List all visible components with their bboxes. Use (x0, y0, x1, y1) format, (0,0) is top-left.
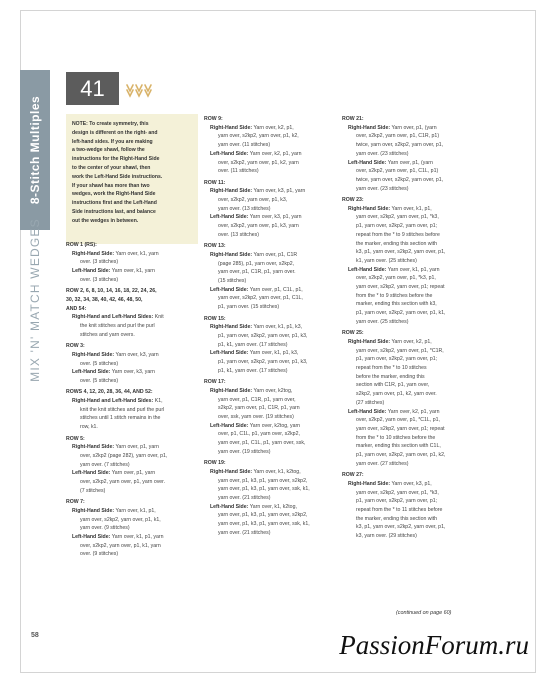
instruction-line: yarn over, s2kp2, yarn over, p1, k1, (80, 516, 161, 523)
side-heading: Left-Hand Side: (72, 533, 111, 540)
note-line: wedges, work the Right-Hand Side (72, 191, 156, 198)
instruction-line: over, s2kp2, yarn over, p1, k2, yarn (218, 159, 299, 166)
instruction-text: Yarn over, k2, p1, yarn (387, 408, 440, 415)
instruction-text: K1, (154, 398, 163, 405)
instruction-text: Knit (154, 314, 164, 321)
instruction-line: over, s2kp2, yarn over, p1, *k3, p1, (356, 275, 436, 282)
instruction-line: (page 285), p1, yarn over, s2kp2, (218, 260, 295, 267)
instruction-line: yarn over, s2kp2, yarn over, p1, *k3, (356, 489, 439, 496)
side-heading: Right-Hand Side: (210, 251, 253, 258)
side-heading: Left-Hand Side: (210, 286, 249, 293)
side-heading: Left-Hand Side: (210, 503, 249, 510)
instruction-line: yarn over, p1, C1L, p1, yarn over, ssk, (218, 440, 306, 447)
row-label: ROW 1 (RS): (66, 242, 97, 248)
instruction-line: the knit stitches and purl the purl (80, 323, 155, 330)
instruction-line (204, 251, 342, 260)
instruction-line: p1, yarn over. (15 stitches) (218, 304, 280, 311)
instruction-line: yarn over. (27 stitches) (356, 460, 409, 467)
side-heading: Right-Hand Side: (348, 205, 391, 212)
instruction-line: yarn over. (25 stitches) (356, 318, 409, 325)
instruction-line: p1, yarn over, s2kp2, yarn over, p1, k2, (356, 452, 446, 459)
instruction-text: Yarn over, k1, p1, k3, (249, 350, 299, 357)
instruction-text: Yarn over, k1, yarn (115, 250, 159, 257)
side-heading: Right-Hand Side: (348, 480, 391, 487)
instruction-line: over. (13 stitches) (218, 231, 259, 238)
instruction-text: Yarn over, k3, p1, yarn (253, 188, 306, 195)
instruction-line: over, s2kp2, yarn over, p1, C1L, p1) (356, 168, 439, 175)
instruction-text: Yarn over, k2, p1, (253, 124, 294, 131)
note-line: NOTE: To create symmetry, this (72, 121, 149, 127)
instruction-line: marker, ending this section with k3, (356, 301, 437, 308)
instruction-text: Yarn over, p1, C1L, p1, (249, 286, 303, 293)
instruction-line: yarn over, p1, k3, p1, yarn over, s2kp2, (218, 512, 308, 519)
instruction-line: (15 stitches) (218, 278, 247, 285)
side-heading: Right-Hand Side: (210, 387, 253, 394)
instruction-line: twice, yarn over, s2kp2, yarn over, p1, (356, 142, 444, 149)
instruction-line (66, 250, 204, 259)
column-2 (204, 115, 342, 537)
row-label: ROW 17: (204, 379, 226, 386)
row-label: ROW 13: (204, 243, 226, 250)
side-heading: Right-Hand and Left-Hand Sides: (72, 398, 154, 405)
note-line: a two-wedge shawl, follow the (72, 147, 145, 154)
instruction-line: yarn over, s2kp2, yarn over, p1; repeat (356, 284, 445, 291)
side-heading: Right-Hand and Left-Hand Sides: (72, 314, 154, 321)
instruction-line: repeat from the * to 9 stitches before (356, 231, 440, 238)
instruction-line: p1, yarn over, s2kp2, yarn over, p1; (356, 223, 438, 230)
row-label: 30, 32, 34, 38, 40, 42, 46, 48, 50, (66, 296, 143, 303)
instruction-line (204, 503, 342, 512)
instruction-line (66, 443, 204, 452)
instruction-line: stitches and yarn overs. (80, 331, 135, 338)
row-label: ROWS 4, 12, 20, 28, 36, 44, AND 52: (66, 389, 153, 396)
instruction-line (342, 205, 480, 214)
instruction-text: Yarn over, k2tog, (253, 387, 293, 394)
side-heading: Left-Hand Side: (210, 150, 249, 157)
instruction-line: over, s2kp2, yarn over, p1, k1, yarn (80, 542, 161, 549)
instruction-line (342, 124, 480, 133)
instruction-line (342, 159, 480, 168)
instruction-line: over. (3 stitches) (80, 276, 119, 283)
instruction-line: p1, yarn over, s2kp2, yarn over, p1, k1, (356, 310, 446, 317)
instruction-line: knit the knit stitches and purl the purl (80, 406, 165, 413)
instruction-line: k3, p1, yarn over, s2kp2, yarn over, p1, (356, 524, 446, 531)
instruction-line: s2kp2, yarn over, p1, k2, yarn over. (356, 391, 437, 398)
side-heading: Left-Hand Side: (72, 369, 111, 376)
instruction-line: k3, yarn over. (29 stitches) (356, 533, 417, 540)
instruction-line: (7 stitches) (80, 487, 106, 494)
instruction-line: p1, k1, yarn over. (17 stitches) (218, 341, 288, 348)
instruction-line (204, 349, 342, 358)
instruction-line: yarn over. (23 stitches) (356, 150, 409, 157)
instruction-line (66, 368, 204, 377)
row-label: ROW 3: (66, 343, 85, 350)
instruction-line: repeat from the * to 11 stitches before (356, 507, 443, 513)
instruction-line: yarn over. (19 stitches) (218, 448, 271, 455)
note-line: design is different on the right- and (72, 129, 158, 136)
instruction-text: Yarn over, k1, p1, (391, 205, 432, 212)
side-heading: Right-Hand Side: (348, 338, 391, 345)
instruction-line: over. (3 stitches) (80, 259, 119, 266)
instruction-line: p1, k1, yarn over. (17 stitches) (218, 367, 288, 374)
instruction-text: Yarn over, k1, p1, yarn (387, 266, 440, 273)
instruction-line: yarn over. (21 stitches) (218, 494, 271, 501)
side-heading: Left-Hand Side: (348, 266, 387, 273)
instruction-line: twice, yarn over, s2kp2, yarn over, p1, (356, 176, 444, 183)
row-label: AND 54: (66, 305, 87, 312)
instruction-text: Yarn over, k3, p1, (391, 480, 432, 487)
row-label: ROW 27: (342, 472, 364, 479)
instruction-text: Yarn over, p1, (yarn (391, 124, 437, 131)
instruction-text: Yarn over, k1, k2tog, (249, 503, 297, 510)
instruction-text: Yarn over, k1, p1, (115, 507, 156, 514)
side-heading: Right-Hand Side: (72, 507, 115, 514)
page-number: 58 (31, 632, 39, 639)
instruction-text: Yarn over, k1, p1, k3, (253, 324, 303, 331)
instruction-text: Yarn over, k3, yarn (115, 351, 159, 358)
side-heading: Left-Hand Side: (210, 350, 249, 357)
instruction-line (66, 351, 204, 360)
pattern-number: 41 (66, 72, 119, 105)
instruction-line: yarn over. (11 stitches) (218, 142, 271, 149)
note-line: instructions first and the Left-Hand (72, 200, 157, 207)
instruction-line: over, s2kp2, yarn over, p1, *C1L, p1, (356, 417, 440, 424)
instruction-line: over. (11 stitches) (218, 168, 259, 175)
instruction-line (204, 150, 342, 159)
row-label: ROW 7: (66, 499, 85, 506)
instruction-text: Yarn over, k2, p1, (391, 338, 432, 345)
instruction-line (342, 408, 480, 417)
instruction-line: from the * to 10 stitches before the (356, 434, 436, 441)
row-label: ROW 25: (342, 330, 364, 337)
instruction-line (204, 286, 342, 295)
row-label: ROW 19: (204, 460, 226, 467)
instruction-line: s2kp2, yarn over, p1, C1R, p1, yarn (218, 405, 300, 412)
instruction-line (204, 468, 342, 477)
section-tab-label: 8-Stitch Multiples (28, 95, 42, 205)
instruction-line: section with C1R, p1, yarn over, (356, 382, 430, 389)
instruction-text: Yarn over, k1, yarn (111, 268, 155, 275)
instruction-line: yarn over, s2kp2, yarn over, p1, *C1R, (356, 347, 444, 354)
instruction-line: the marker, ending this section with (356, 515, 438, 522)
instruction-line (66, 469, 204, 478)
instruction-line: p1, yarn over, s2kp2, yarn over, p1, k3, (218, 359, 308, 366)
side-heading: Left-Hand Side: (348, 408, 387, 415)
instruction-line: yarn over, s2kp2, yarn over, p1, *k3, (356, 214, 439, 221)
instruction-line: yarn over, s2kp2, yarn over, p1; repeat (356, 425, 445, 432)
side-heading: Right-Hand Side: (210, 124, 253, 131)
instruction-line (204, 124, 342, 133)
instruction-line: yarn over, s2kp2, yarn over, p1, C1L, (218, 295, 303, 302)
instruction-text: Yarn over, k3, p1, yarn (249, 214, 302, 221)
instruction-line: over, ssk, yarn over. (19 stitches) (218, 413, 294, 420)
instruction-line: over, s2kp2, yarn over, p1, C1R, p1) (356, 133, 440, 140)
note-line: work the Left-Hand Side instructions. (72, 173, 163, 180)
instruction-line: yarn over, s2kp2, yarn over, p1, k2, (218, 133, 299, 140)
instruction-line: yarn over, p1, k3, p1, yarn over, s2kp2, (218, 477, 308, 484)
instruction-line (204, 387, 342, 396)
instruction-text: Yarn over, p1, (yarn (387, 159, 433, 166)
instruction-text: Yarn over, k1, p1, yarn (111, 533, 164, 540)
instruction-line (342, 480, 480, 489)
instruction-line (66, 313, 204, 322)
instruction-line: yarn over, p1, k3, p1, yarn over, ssk, k1, (218, 521, 310, 528)
instruction-line: yarn over. (23 stitches) (356, 185, 409, 192)
instruction-text: Yarn over, k3, yarn (111, 369, 155, 376)
instruction-text: Yarn over, p1, yarn (111, 470, 156, 477)
note-line: left-hand sides. If you are making (72, 138, 153, 145)
instruction-line (204, 323, 342, 332)
instruction-line: yarn over, p1, k3, p1, yarn over, ssk, k1, (218, 486, 310, 493)
instruction-line (342, 266, 480, 275)
row-label: ROW 15: (204, 315, 226, 322)
instruction-line: over, s2kp2, yarn over, p1, yarn over. (80, 479, 166, 486)
knit-stitch-motif-icon (125, 82, 155, 98)
note-line: instructions for the Right-Hand Side (72, 156, 160, 163)
side-heading: Right-Hand Side: (210, 468, 253, 475)
instruction-line: p1, yarn over, s2kp2, yarn over, p1; (356, 356, 438, 363)
instruction-line: over, s2kp2, yarn over, p1, k3, (218, 197, 288, 204)
instruction-line (66, 267, 204, 276)
note-line: to the center of your shawl, then (72, 164, 151, 171)
continued-note: (continued on page 60) (396, 610, 452, 616)
side-heading: Right-Hand Side: (210, 324, 253, 331)
instruction-line: from the * to 9 stitches before the (356, 292, 433, 299)
instruction-line: p1, yarn over, s2kp2, yarn over, p1; (356, 498, 438, 505)
instruction-line: (27 stitches) (356, 399, 385, 406)
side-heading: Right-Hand Side: (72, 444, 115, 451)
column-3 (342, 115, 480, 541)
instruction-line (66, 507, 204, 516)
instruction-text: Yarn over, p1, yarn (115, 444, 159, 451)
instruction-line: k1, yarn over. (25 stitches) (356, 257, 417, 264)
instruction-line: over. (5 stitches) (80, 377, 119, 384)
instruction-line: p1, yarn over, s2kp2, yarn over, p1, k3, (218, 332, 308, 339)
instruction-line: the marker, ending this section with (356, 240, 438, 247)
row-label: ROW 21: (342, 116, 364, 122)
instruction-text: Yarn over, k1, k2tog, (253, 468, 301, 475)
instruction-line (204, 422, 342, 431)
side-heading: Right-Hand Side: (72, 250, 115, 257)
instruction-line: yarn over, p1, C1R, p1, yarn over, (218, 396, 296, 403)
instruction-text: Yarn over, k2, p1, yarn (249, 150, 302, 157)
instruction-line: yarn over. (21 stitches) (218, 529, 271, 536)
row-label: ROW 9: (204, 116, 223, 122)
note-box (66, 114, 198, 244)
instruction-line: k3, p1, yarn over, s2kp2, yarn over, p1, (356, 249, 446, 256)
side-heading: Right-Hand Side: (210, 188, 253, 195)
row-label: ROW 2, 6, 8, 10, 14, 16, 18, 22, 24, 26, (66, 288, 157, 295)
instruction-line (204, 213, 342, 222)
instruction-line: over. (5 stitches) (80, 360, 119, 367)
instruction-line: row, k1. (80, 424, 98, 431)
side-heading: Left-Hand Side: (210, 422, 249, 429)
instruction-line: stitches until 1 stitch remains in the (80, 415, 161, 422)
side-heading: Right-Hand Side: (72, 351, 115, 358)
chapter-title: MIX 'N' MATCH WEDGES (28, 218, 42, 382)
instruction-line: before the marker, ending this (356, 373, 425, 380)
instruction-text: Yarn over, k2tog, yarn (249, 422, 301, 429)
instruction-text: Yarn over, p1, C1R (253, 251, 298, 258)
instruction-line: marker, ending this section with C1L, (356, 443, 441, 450)
instruction-line: over, p1, C1L, p1, yarn over, s2kp2, (218, 431, 300, 438)
note-line: out the wedges in between. (72, 217, 139, 224)
instruction-line: yarn over. (7 stitches) (80, 461, 130, 468)
instruction-line: over, s2kp2, yarn over, p1, k3, yarn (218, 223, 299, 230)
note-line: If your shawl has more than two (72, 182, 150, 189)
instruction-line: yarn over. (9 stitches) (80, 525, 130, 532)
side-heading: Left-Hand Side: (348, 159, 387, 166)
row-label: ROW 23: (342, 197, 364, 204)
instruction-line: yarn over, p1, C1R, p1, yarn over. (218, 269, 296, 276)
side-heading: Right-Hand Side: (348, 124, 391, 131)
row-label: ROW 11: (204, 179, 226, 186)
instruction-line: over, s2kp2 (page 282), yarn over, p1, (80, 452, 168, 459)
instruction-line: repeat from the * to 10 stitches (356, 365, 427, 372)
side-heading: Left-Hand Side: (210, 214, 249, 221)
note-line: Side instructions last, and balance (72, 208, 156, 215)
instruction-line (342, 338, 480, 347)
instruction-line (66, 397, 204, 406)
column-1 (66, 241, 204, 559)
instruction-line: yarn over. (13 stitches) (218, 205, 271, 212)
instruction-line: over. (9 stitches) (80, 551, 119, 558)
row-label: ROW 5: (66, 435, 85, 442)
instruction-line (66, 533, 204, 542)
instruction-line (204, 187, 342, 196)
side-heading: Left-Hand Side: (72, 268, 111, 275)
watermark: PassionForum.ru (339, 630, 529, 660)
side-heading: Left-Hand Side: (72, 470, 111, 477)
